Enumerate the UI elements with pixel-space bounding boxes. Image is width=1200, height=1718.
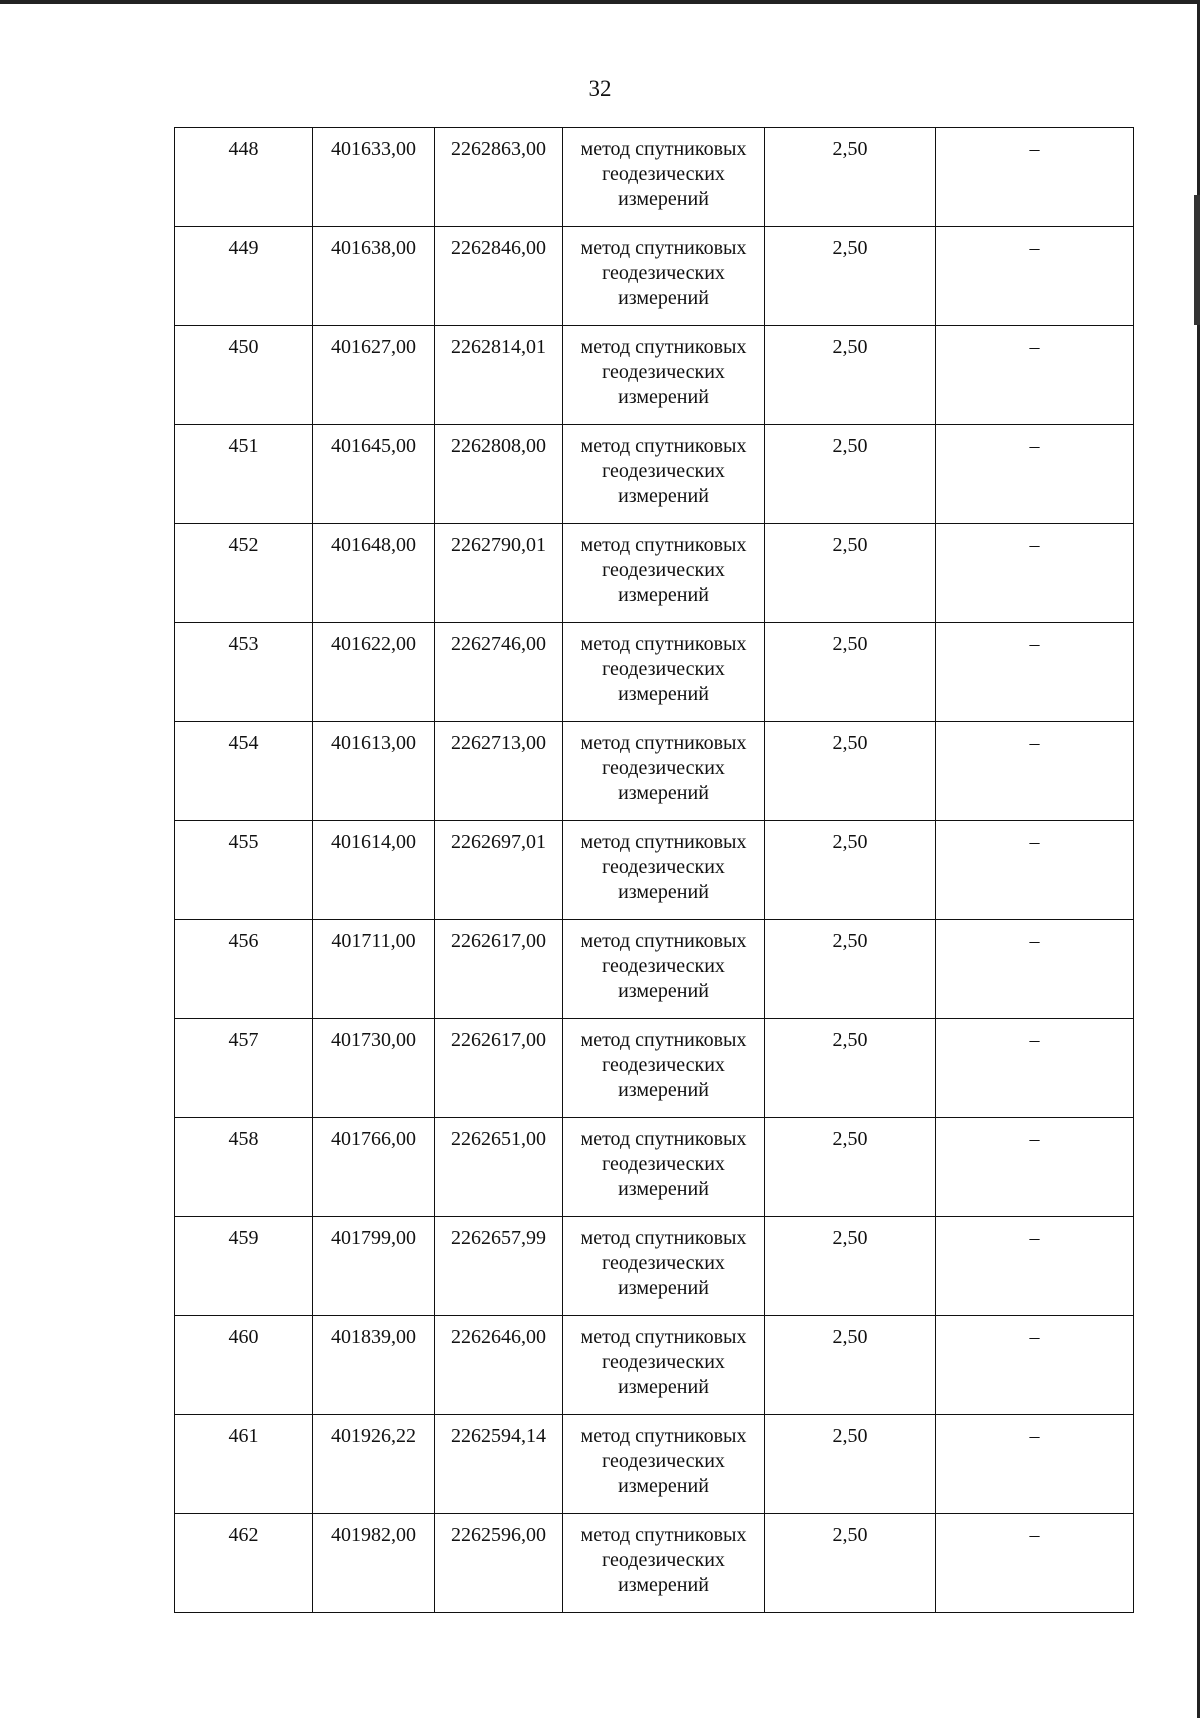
table-row xyxy=(175,326,1134,425)
note-cell: – xyxy=(936,524,1134,623)
page-number: 32 xyxy=(588,76,612,101)
x-coordinate-cell: 401627,00 xyxy=(313,326,435,425)
x-coordinate-cell: 401638,00 xyxy=(313,227,435,326)
y-coordinate-cell: 2262594,14 xyxy=(435,1415,563,1514)
x-coordinate-cell: 401622,00 xyxy=(313,623,435,722)
table-row xyxy=(175,1316,1134,1415)
table-row xyxy=(175,722,1134,821)
x-coordinate-cell: 401648,00 xyxy=(313,524,435,623)
note-cell: – xyxy=(936,623,1134,722)
precision-cell: 2,50 xyxy=(765,1514,936,1613)
y-coordinate-cell: 2262746,00 xyxy=(435,623,563,722)
precision-cell: 2,50 xyxy=(765,425,936,524)
note-cell: – xyxy=(936,128,1134,227)
table-row xyxy=(175,821,1134,920)
point-number-cell: 455 xyxy=(175,821,313,920)
table-row xyxy=(175,425,1134,524)
point-number-cell: 457 xyxy=(175,1019,313,1118)
precision-cell: 2,50 xyxy=(765,1118,936,1217)
y-coordinate-cell: 2262651,00 xyxy=(435,1118,563,1217)
note-cell: – xyxy=(936,1118,1134,1217)
y-coordinate-cell: 2262657,99 xyxy=(435,1217,563,1316)
precision-cell: 2,50 xyxy=(765,227,936,326)
table-row xyxy=(175,1415,1134,1514)
x-coordinate-cell: 401799,00 xyxy=(313,1217,435,1316)
x-coordinate-cell: 401926,22 xyxy=(313,1415,435,1514)
x-coordinate-cell: 401766,00 xyxy=(313,1118,435,1217)
y-coordinate-cell: 2262596,00 xyxy=(435,1514,563,1613)
x-coordinate-cell: 401613,00 xyxy=(313,722,435,821)
y-coordinate-cell: 2262814,01 xyxy=(435,326,563,425)
note-cell: – xyxy=(936,1316,1134,1415)
point-number-cell: 448 xyxy=(175,128,313,227)
scan-border-top xyxy=(0,0,1200,4)
table-row xyxy=(175,1019,1134,1118)
precision-cell: 2,50 xyxy=(765,326,936,425)
note-cell: – xyxy=(936,1019,1134,1118)
point-number-cell: 459 xyxy=(175,1217,313,1316)
table-body xyxy=(175,128,1134,1613)
y-coordinate-cell: 2262617,00 xyxy=(435,920,563,1019)
point-number-cell: 451 xyxy=(175,425,313,524)
method-cell: метод спутниковых геодезических измерений xyxy=(563,1316,765,1415)
precision-cell: 2,50 xyxy=(765,1316,936,1415)
y-coordinate-cell: 2262697,01 xyxy=(435,821,563,920)
table-row xyxy=(175,1217,1134,1316)
coordinates-table-container xyxy=(174,127,1133,1613)
precision-cell: 2,50 xyxy=(765,920,936,1019)
table-row xyxy=(175,524,1134,623)
method-cell: метод спутниковых геодезических измерений xyxy=(563,1415,765,1514)
table-row xyxy=(175,128,1134,227)
method-cell: метод спутниковых геодезических измерений xyxy=(563,524,765,623)
precision-cell: 2,50 xyxy=(765,623,936,722)
method-cell: метод спутниковых геодезических измерений xyxy=(563,920,765,1019)
table-row xyxy=(175,623,1134,722)
x-coordinate-cell: 401982,00 xyxy=(313,1514,435,1613)
method-cell: метод спутниковых геодезических измерений xyxy=(563,1217,765,1316)
point-number-cell: 449 xyxy=(175,227,313,326)
scan-mark xyxy=(1194,195,1200,325)
y-coordinate-cell: 2262713,00 xyxy=(435,722,563,821)
table-row xyxy=(175,227,1134,326)
point-number-cell: 453 xyxy=(175,623,313,722)
point-number-cell: 461 xyxy=(175,1415,313,1514)
y-coordinate-cell: 2262863,00 xyxy=(435,128,563,227)
precision-cell: 2,50 xyxy=(765,1217,936,1316)
table-row xyxy=(175,1118,1134,1217)
note-cell: – xyxy=(936,1514,1134,1613)
method-cell: метод спутниковых геодезических измерений xyxy=(563,722,765,821)
x-coordinate-cell: 401711,00 xyxy=(313,920,435,1019)
note-cell: – xyxy=(936,326,1134,425)
precision-cell: 2,50 xyxy=(765,722,936,821)
method-cell: метод спутниковых геодезических измерений xyxy=(563,128,765,227)
method-cell: метод спутниковых геодезических измерений xyxy=(563,821,765,920)
point-number-cell: 450 xyxy=(175,326,313,425)
point-number-cell: 458 xyxy=(175,1118,313,1217)
point-number-cell: 456 xyxy=(175,920,313,1019)
precision-cell: 2,50 xyxy=(765,1415,936,1514)
coordinates-table xyxy=(174,127,1134,1613)
y-coordinate-cell: 2262617,00 xyxy=(435,1019,563,1118)
precision-cell: 2,50 xyxy=(765,821,936,920)
y-coordinate-cell: 2262808,00 xyxy=(435,425,563,524)
point-number-cell: 462 xyxy=(175,1514,313,1613)
precision-cell: 2,50 xyxy=(765,128,936,227)
method-cell: метод спутниковых геодезических измерений xyxy=(563,1019,765,1118)
table-row xyxy=(175,920,1134,1019)
method-cell: метод спутниковых геодезических измерений xyxy=(563,227,765,326)
x-coordinate-cell: 401730,00 xyxy=(313,1019,435,1118)
y-coordinate-cell: 2262846,00 xyxy=(435,227,563,326)
method-cell: метод спутниковых геодезических измерений xyxy=(563,425,765,524)
note-cell: – xyxy=(936,722,1134,821)
method-cell: метод спутниковых геодезических измерений xyxy=(563,326,765,425)
note-cell: – xyxy=(936,227,1134,326)
precision-cell: 2,50 xyxy=(765,1019,936,1118)
x-coordinate-cell: 401614,00 xyxy=(313,821,435,920)
point-number-cell: 452 xyxy=(175,524,313,623)
point-number-cell: 454 xyxy=(175,722,313,821)
method-cell: метод спутниковых геодезических измерений xyxy=(563,1514,765,1613)
x-coordinate-cell: 401633,00 xyxy=(313,128,435,227)
y-coordinate-cell: 2262646,00 xyxy=(435,1316,563,1415)
note-cell: – xyxy=(936,425,1134,524)
y-coordinate-cell: 2262790,01 xyxy=(435,524,563,623)
method-cell: метод спутниковых геодезических измерений xyxy=(563,1118,765,1217)
x-coordinate-cell: 401839,00 xyxy=(313,1316,435,1415)
note-cell: – xyxy=(936,1217,1134,1316)
note-cell: – xyxy=(936,821,1134,920)
method-cell: метод спутниковых геодезических измерений xyxy=(563,623,765,722)
point-number-cell: 460 xyxy=(175,1316,313,1415)
table-row xyxy=(175,1514,1134,1613)
note-cell: – xyxy=(936,1415,1134,1514)
precision-cell: 2,50 xyxy=(765,524,936,623)
x-coordinate-cell: 401645,00 xyxy=(313,425,435,524)
note-cell: – xyxy=(936,920,1134,1019)
